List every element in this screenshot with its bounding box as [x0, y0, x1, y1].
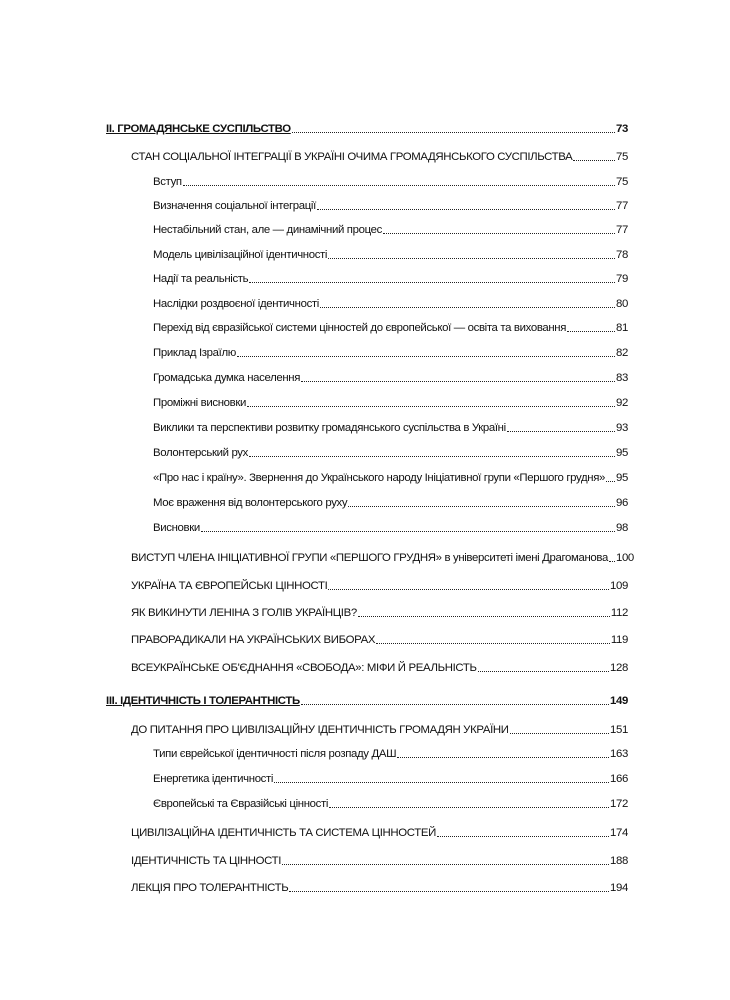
toc-entry: [131, 575, 628, 593]
toc-entry-page: 188: [610, 855, 628, 867]
toc-entry-page: 119: [610, 634, 628, 646]
toc-entry: [131, 547, 634, 565]
toc-leader-dots: [376, 642, 610, 644]
toc-entry: [153, 442, 628, 460]
toc-entry: [106, 118, 628, 136]
toc-leader-dots: [507, 430, 615, 432]
toc-leader-dots: [249, 455, 615, 457]
toc-entry-title: Громадська думка населення: [153, 372, 301, 384]
toc-leader-dots: [301, 380, 615, 382]
toc-entry: [153, 244, 628, 262]
toc-leader-dots: [573, 159, 615, 161]
toc-entry: [131, 822, 628, 840]
toc-entry-title: ВСЕУКРАЇНСЬКЕ ОБ'ЄДНАННЯ «СВОБОДА»: МІФИ Й РЕАЛЬНІСТЬ: [131, 662, 477, 674]
toc-entry: [131, 629, 628, 647]
toc-entry: [153, 317, 628, 335]
toc-entry-page: 82: [616, 347, 628, 359]
toc-entry-title: Волонтерський рух: [153, 447, 248, 459]
toc-entry-page: 73: [616, 123, 628, 135]
toc-entry-title: Висновки: [153, 522, 200, 534]
toc-leader-dots: [292, 131, 615, 133]
toc-leader-dots: [329, 806, 609, 808]
toc-leader-dots: [609, 560, 615, 562]
toc-entry-title: ВИСТУП ЧЛЕНА ІНІЦІАТИВНОЇ ГРУПИ «ПЕРШОГО ГРУДНЯ» в університеті імені Драгоманова: [131, 552, 608, 564]
toc-entry: [153, 417, 628, 435]
toc-entry-title: Модель цивілізаційної ідентичності: [153, 249, 328, 261]
toc-leader-dots: [247, 405, 615, 407]
toc-leader-dots: [358, 615, 610, 617]
toc-entry-page: 93: [616, 422, 628, 434]
toc-leader-dots: [397, 756, 609, 758]
toc-entry-page: 80: [616, 298, 628, 310]
toc-entry: [131, 657, 628, 675]
toc-entry-title: Типи єврейської ідентичності після розпаду ДАШ: [153, 748, 397, 760]
toc-leader-dots: [282, 863, 609, 865]
toc-entry: [153, 293, 628, 311]
toc-leader-dots: [510, 732, 609, 734]
toc-leader-dots: [437, 835, 609, 837]
toc-entry-title: Моє враження від волонтерського руху: [153, 497, 348, 509]
toc-entry-page: 92: [616, 397, 628, 409]
toc-entry-title: Визначення соціальної інтеграції: [153, 200, 316, 212]
toc-entry-title: II. ГРОМАДЯНСЬКЕ СУСПІЛЬСТВО: [106, 123, 291, 135]
toc-entry-title: ЦИВІЛІЗАЦІЙНА ІДЕНТИЧНІСТЬ ТА СИСТЕМА ЦІННОСТЕЙ: [131, 827, 436, 839]
toc-entry-page: 95: [616, 447, 628, 459]
toc-entry: [131, 719, 628, 737]
toc-entry-title: Європейські та Євразійські цінності: [153, 798, 329, 810]
toc-leader-dots: [183, 184, 615, 186]
toc-entry-page: 78: [616, 249, 628, 261]
toc-entry-page: 83: [616, 372, 628, 384]
toc-entry-title: Виклики та перспективи розвитку громадянського суспільства в Україні: [153, 422, 506, 434]
toc-leader-dots: [328, 588, 609, 590]
toc-entry-title: Вступ: [153, 176, 182, 188]
toc-entry-page: 112: [610, 607, 628, 619]
toc-leader-dots: [249, 281, 615, 283]
toc-entry: [131, 877, 628, 895]
toc-entry-title: Приклад Ізраїлю: [153, 347, 236, 359]
toc-entry: [153, 743, 628, 761]
toc-entry-page: 79: [616, 273, 628, 285]
toc-entry: [106, 690, 628, 708]
toc-leader-dots: [317, 208, 615, 210]
toc-entry-title: ЯК ВИКИНУТИ ЛЕНІНА З ГОЛІВ УКРАЇНЦІВ?: [131, 607, 357, 619]
toc-entry: [131, 602, 628, 620]
toc-entry: [153, 793, 628, 811]
toc-entry: [131, 850, 628, 868]
toc-entry-page: 172: [610, 798, 628, 810]
toc-entry-page: 151: [610, 724, 628, 736]
toc-entry: [153, 768, 628, 786]
toc-leader-dots: [567, 330, 615, 332]
toc-entry-page: 128: [610, 662, 628, 674]
toc-entry: [153, 517, 628, 535]
toc-entry-page: 109: [610, 580, 628, 592]
toc-entry-page: 194: [610, 882, 628, 894]
toc-entry: [153, 467, 628, 485]
toc-entry-title: ДО ПИТАННЯ ПРО ЦИВІЛІЗАЦІЙНУ ІДЕНТИЧНІСТЬ ГРОМАДЯН УКРАЇНИ: [131, 724, 509, 736]
toc-entry-page: 166: [610, 773, 628, 785]
toc-leader-dots: [201, 530, 615, 532]
toc-leader-dots: [606, 480, 615, 482]
toc-entry-title: СТАН СОЦІАЛЬНОЇ ІНТЕГРАЦІЇ В УКРАЇНІ ОЧИМА ГРОМАДЯНСЬКОГО СУСПІЛЬСТВА: [131, 151, 573, 163]
toc-leader-dots: [289, 890, 609, 892]
toc-entry: [153, 195, 628, 213]
toc-entry-page: 77: [616, 224, 628, 236]
toc-entry-page: 149: [610, 695, 628, 707]
toc-entry-title: ПРАВОРАДИКАЛИ НА УКРАЇНСЬКИХ ВИБОРАХ: [131, 634, 376, 646]
toc-entry-page: 75: [616, 176, 628, 188]
toc-entry-page: 77: [616, 200, 628, 212]
toc-leader-dots: [328, 257, 615, 259]
toc-entry: [153, 492, 628, 510]
toc-entry-title: УКРАЇНА ТА ЄВРОПЕЙСЬКІ ЦІННОСТІ: [131, 580, 328, 592]
toc-leader-dots: [478, 670, 609, 672]
toc-entry-title: ЛЕКЦІЯ ПРО ТОЛЕРАНТНІСТЬ: [131, 882, 289, 894]
toc-entry: [153, 342, 628, 360]
toc-leader-dots: [301, 703, 609, 705]
toc-entry: [153, 171, 628, 189]
toc-leader-dots: [274, 781, 609, 783]
toc-entry-page: 100: [615, 552, 634, 564]
toc-entry-page: 75: [616, 151, 628, 163]
toc-entry-title: «Про нас і країну». Звернення до Українського народу Ініціативної групи «Першого грудня»: [153, 472, 606, 484]
toc-entry: [153, 392, 628, 410]
toc-entry-page: 96: [616, 497, 628, 509]
toc-entry-title: Перехід від євразійської системи цінностей до європейської — освіта та виховання: [153, 322, 567, 334]
toc-entry: [131, 146, 628, 164]
toc-entry-title: ІДЕНТИЧНІСТЬ ТА ЦІННОСТІ: [131, 855, 282, 867]
toc-entry-page: 174: [610, 827, 628, 839]
toc-entry-title: Надії та реальність: [153, 273, 249, 285]
toc-leader-dots: [237, 355, 615, 357]
toc-entry-title: III. ІДЕНТИЧНІСТЬ І ТОЛЕРАНТНІСТЬ: [106, 695, 300, 707]
toc-entry-page: 98: [616, 522, 628, 534]
toc-entry-page: 81: [616, 322, 628, 334]
toc-leader-dots: [348, 505, 615, 507]
toc-entry-page: 163: [610, 748, 628, 760]
toc-entry: [153, 367, 628, 385]
toc-entry: [153, 219, 628, 237]
toc-leader-dots: [383, 232, 615, 234]
toc-leader-dots: [320, 306, 615, 308]
toc-entry-page: 95: [616, 472, 628, 484]
toc-entry-title: Проміжні висновки: [153, 397, 247, 409]
toc-entry-title: Нестабільний стан, але — динамічний процес: [153, 224, 382, 236]
toc-entry-title: Енергетика ідентичності: [153, 773, 274, 785]
toc-entry: [153, 268, 628, 286]
toc-entry-title: Наслідки роздвоєної ідентичності: [153, 298, 319, 310]
